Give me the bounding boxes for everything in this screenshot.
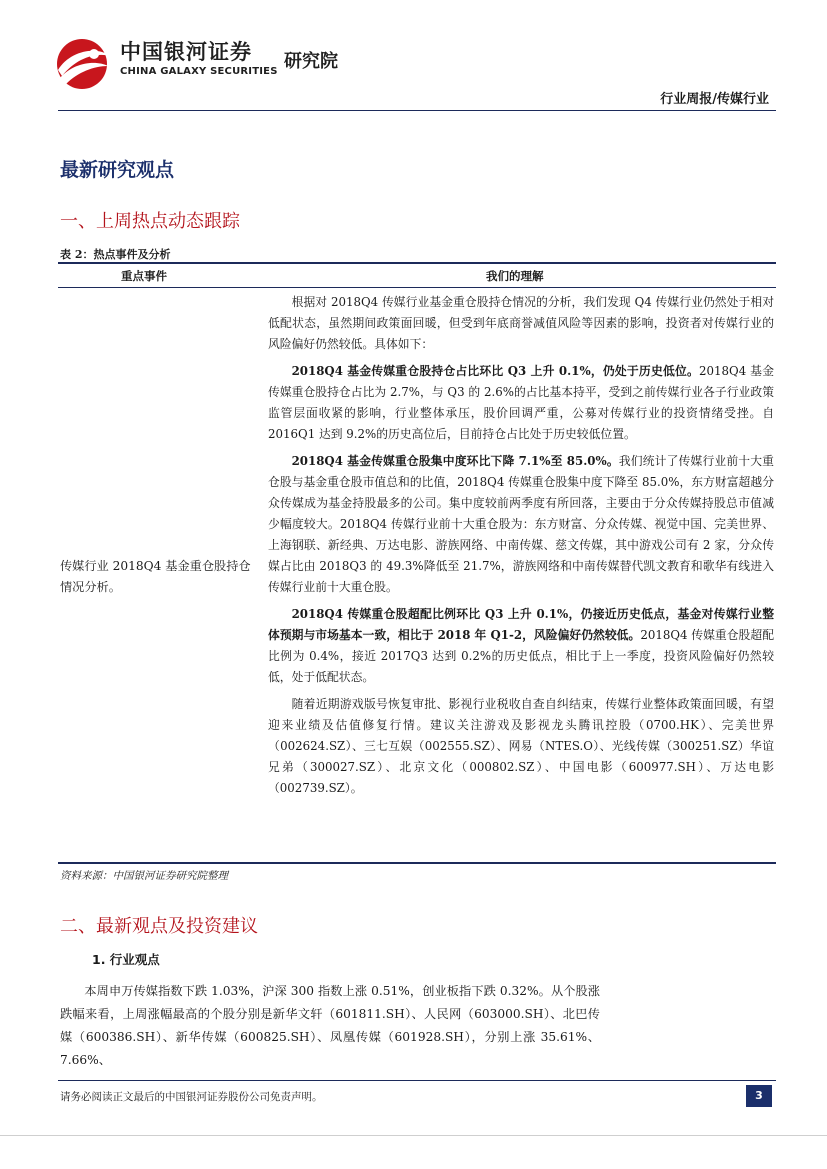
column-header-event: 重点事件 <box>121 269 167 283</box>
header-divider <box>58 110 776 111</box>
analysis-paragraph: 根据对 2018Q4 传媒行业基金重仓股持仓情况的分析，我们发现 Q4 传媒行业仍然处于相对低配状态，虽然期间政策面回暖，但受到年底商誉减值风险等因素的影响，投资者对传媒行业的风险偏好仍然较低。具体如下： <box>268 295 774 351</box>
table-source: 资料来源：中国银河证券研究院整理 <box>60 870 228 882</box>
analysis-highlight: 2018Q4 基金传媒重仓股持仓占比环比 Q3 上升 0.1%，仍处于历史低位。 <box>291 364 700 378</box>
analysis-paragraph: 随着近期游戏版号恢复审批、影视行业税收自查自纠结束，传媒行业整体政策面回暖，有望迎来业绩及估值修复行情。建议关注游戏及影视龙头腾讯控股（0700.HK）、完美世界（002624.SZ）、三七互娱（002555.SZ）、网易（NTES.O）、光线传媒（300251.SZ）华谊兄弟（300027.SZ）、北京文化（000802.SZ）、中国电影（600977.SH）、万达电影（002739.SZ）。 <box>268 697 774 795</box>
section-1-title: 一、上周热点动态跟踪 <box>60 211 240 232</box>
table-cell-analysis <box>268 292 774 805</box>
analysis-paragraph <box>268 604 774 688</box>
page-number: 3 <box>746 1085 772 1107</box>
subsection-title: 1. 行业观点 <box>92 952 160 967</box>
logo-chinese-name: 中国银河证券 <box>120 40 252 64</box>
institute-name: 研究院 <box>284 51 338 72</box>
company-logo <box>52 36 352 92</box>
table-caption: 表 2：热点事件及分析 <box>60 248 171 261</box>
analysis-paragraph <box>268 451 774 598</box>
analysis-highlight: 2018Q4 传媒重仓股超配比例环比 Q3 上升 0.1%，仍接近历史低点，基金对传媒行业整体预期与市场基本一致，相比于 2018 年 Q1-2，风险偏好仍然较低。 <box>268 607 774 642</box>
analysis-text: 2018Q4 传媒重仓股超配比例为 0.4%，接近 2017Q3 达到 0.2%的历史低点，相比于上一季度，投资风险偏好仍然较低，处于低配状态。 <box>268 628 774 684</box>
analysis-text: 2018Q4 基金传媒重仓股持仓占比为 2.7%，与 Q3 的 2.6%的占比基本持平，受到之前传媒行业各子行业政策监管层面收紧的影响，行业整体承压，股价回调严重，公募对传媒行业的投资情绪受挫。自 2016Q1 达到 9.2%的历史高位后，目前持仓占比处于历史较低位置。 <box>268 364 774 441</box>
table-bottom-rule <box>58 862 776 864</box>
table-top-rule <box>58 262 776 264</box>
section-2-title: 二、最新观点及投资建议 <box>60 916 258 937</box>
table-cell-event: 传媒行业 2018Q4 基金重仓股持仓情况分析。 <box>60 559 251 594</box>
table-header-rule <box>58 287 776 288</box>
analysis-text: 我们统计了传媒行业前十大重仓股与基金重仓股市值总和的比值，2018Q4 传媒重仓股集中度下降至 85.0%，东方财富超越分众传媒成为基金持股最多的公司。集中度较前两季度有所回落，主要由于分众传媒持股总市值减少幅度较大。2018Q4 传媒行业前十大重仓股为：东方财富、分众传媒、视觉中国、完美世界、上海钢联、新经典、万达电影、游族网络、中南传媒、慈文传媒，其中游戏公司有 2 家，分众传媒占比由 2018Q3 的 49.3%降低至 21.7%，游族网络和中南传媒替代凯文教育和歌华有线进入传媒行业前十大重仓股。 <box>268 454 774 594</box>
footer-divider <box>58 1080 776 1081</box>
report-type: 行业周报/传媒行业 <box>660 92 769 107</box>
footer-disclaimer: 请务必阅读正文最后的中国银河证券股份公司免责声明。 <box>60 1091 323 1103</box>
analysis-highlight: 2018Q4 基金传媒重仓股集中度环比下降 7.1%至 85.0%。 <box>291 454 619 468</box>
galaxy-logo-icon <box>52 36 114 92</box>
page-title: 最新研究观点 <box>60 159 175 181</box>
analysis-paragraph <box>268 361 774 445</box>
logo-english-name: CHINA GALAXY SECURITIES <box>120 66 278 77</box>
column-header-analysis: 我们的理解 <box>486 269 544 283</box>
body-paragraph: 本周申万传媒指数下跌 1.03%，沪深 300 指数上涨 0.51%，创业板指下跌 0.32%。从个股涨跌幅来看，上周涨幅最高的个股分别是新华文轩（601811.SH）、人民网（603000.SH）、北巴传媒（600386.SH）、新华传媒（600825.SH）、凤凰传媒（601928.SH），分别上涨 35.61%、7.66%、 <box>60 984 600 1067</box>
page-bottom-edge <box>0 1135 827 1136</box>
